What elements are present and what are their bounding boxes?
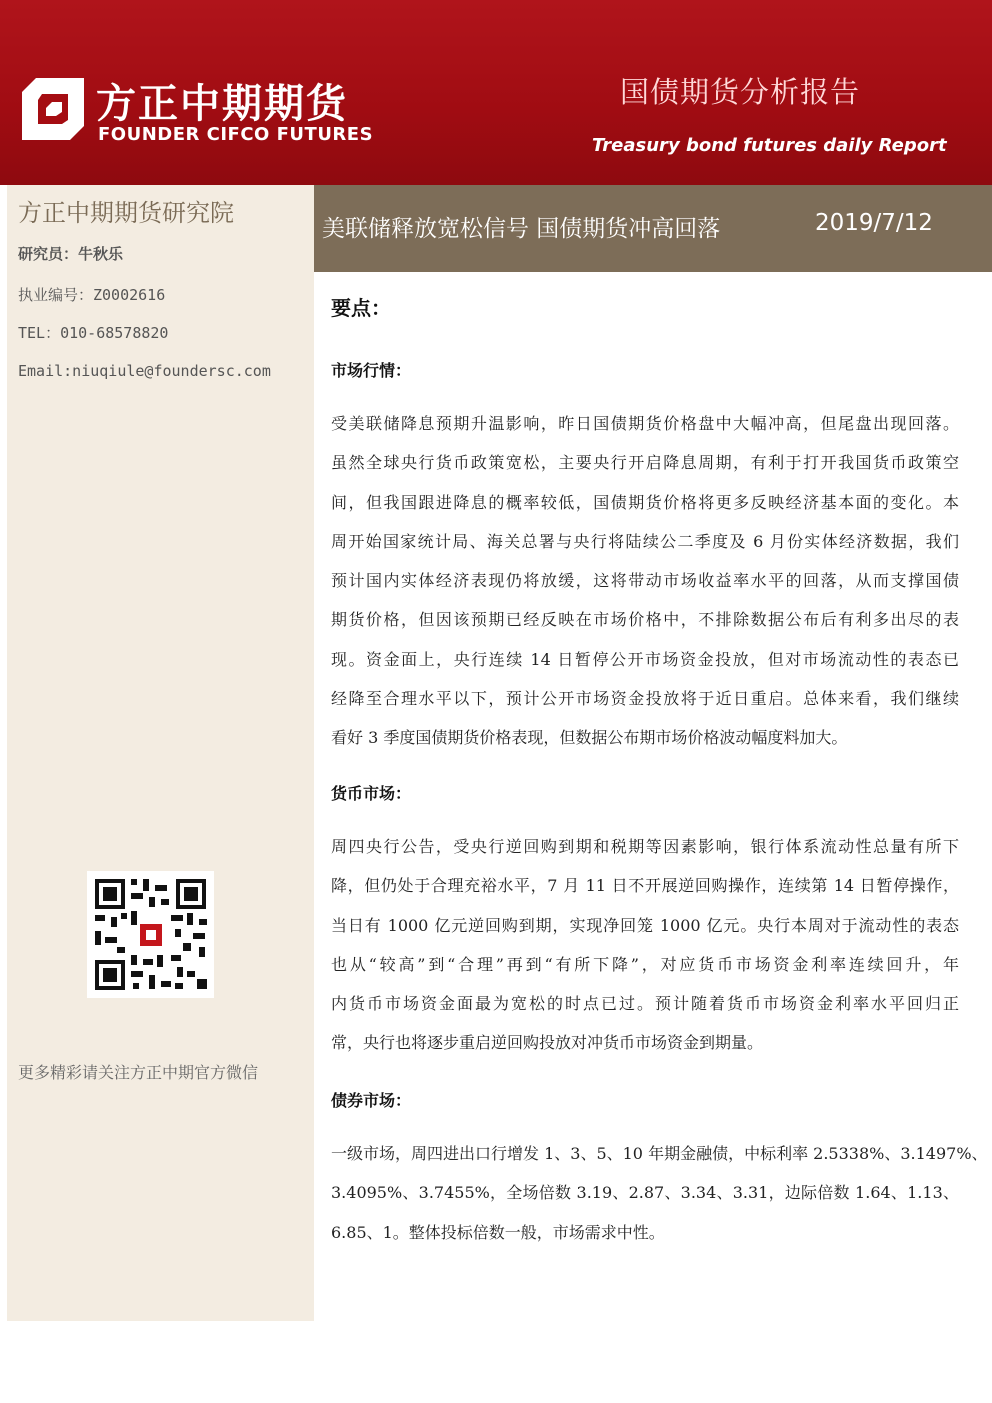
text-line: 现。资金面上，央行连续 14 日暂停公开市场资金投放，但对市场流动性的表态已 bbox=[331, 649, 959, 669]
section-paragraph-bond-market bbox=[331, 1134, 988, 1252]
text-line: 周开始国家统计局、海关总署与央行将陆续公二季度及 6 月份实体经济数据，我们 bbox=[331, 531, 959, 551]
brand-name-en: FOUNDER CIFCO FUTURES bbox=[98, 124, 374, 145]
license-number: 执业编号：Z0002616 bbox=[18, 286, 166, 304]
report-title: 美联储释放宽松信号 国债期货冲高回落 bbox=[322, 216, 721, 242]
text-line: 降，但仍处于合理充裕水平，7 月 11 日不开展逆回购操作，连续第 14 日暂停操作， bbox=[331, 876, 959, 896]
report-date: 2019/7/12 bbox=[815, 210, 933, 236]
founder-logo-icon bbox=[22, 78, 84, 140]
brand-name-cn: 方正中期期货 bbox=[96, 81, 348, 127]
section-paragraph-market bbox=[331, 404, 959, 758]
text-line: 3.4095%、3.7455%，全场倍数 3.19、2.87、3.34、3.31，边际倍数 1.64、1.13、 bbox=[331, 1183, 959, 1203]
section-paragraph-money-market bbox=[331, 827, 959, 1063]
report-type-en: Treasury bond futures daily Report bbox=[592, 135, 947, 156]
email-link[interactable]: Email:niuqiule@foundersc.com bbox=[18, 362, 271, 380]
report-type-cn: 国债期货分析报告 bbox=[620, 75, 861, 109]
text-line: 预计国内实体经济表现仍将放缓，这将带动市场收益率水平的回落，从而支撑国债 bbox=[331, 571, 959, 591]
text-line: 常，央行也将逐步重启逆回购投放对冲货币市场资金到期量。 bbox=[331, 1033, 764, 1053]
sidebar bbox=[7, 185, 314, 1321]
telephone: TEL：010-68578820 bbox=[18, 324, 169, 342]
text-line: 期货价格，但因该预期已经反映在市场价格中，不排除数据公布后有利多出尽的表 bbox=[331, 610, 959, 630]
text-line: 看好 3 季度国债期货价格表现，但数据公布期市场价格波动幅度料加大。 bbox=[331, 728, 848, 748]
text-line: 经降至合理水平以下，预计公开市场资金投放将于近日重启。总体来看，我们继续 bbox=[331, 689, 959, 709]
text-line: 虽然全球央行货币政策宽松，主要央行开启降息周期，有利于打开我国货币政策空 bbox=[331, 453, 959, 473]
text-line: 也从“较高”到“合理”再到“有所下降”，对应货币市场资金利率连续回升，年 bbox=[331, 954, 959, 974]
keypoints-heading: 要点： bbox=[331, 296, 391, 320]
text-line: 间，但我国跟进降息的概率较低，国债期货价格将更多反映经济基本面的变化。本 bbox=[331, 492, 959, 512]
section-heading-bond-market: 债券市场： bbox=[331, 1091, 412, 1110]
qr-caption: 更多精彩请关注方正中期官方微信 bbox=[18, 1063, 259, 1082]
wechat-qr-code-icon[interactable] bbox=[87, 871, 214, 998]
section-heading-money-market: 货币市场： bbox=[331, 784, 412, 803]
text-line: 周四央行公告，受央行逆回购到期和税期等因素影响，银行体系流动性总量有所下 bbox=[331, 837, 959, 856]
section-heading-market: 市场行情： bbox=[331, 361, 412, 380]
text-line: 一级市场，周四进出口行增发 1、3、5、10 年期金融债，中标利率 2.5338%、3.1497%、 bbox=[331, 1144, 988, 1163]
text-line: 内货币市场资金面最为宽松的时点已过。预计随着货币市场资金利率水平回归正 bbox=[331, 994, 959, 1014]
analyst-name: 研究员：牛秋乐 bbox=[18, 245, 124, 263]
text-line: 受美联储降息预期升温影响，昨日国债期货价格盘中大幅冲高，但尾盘出现回落。 bbox=[331, 414, 959, 433]
institute-name: 方正中期期货研究院 bbox=[18, 199, 234, 227]
text-line: 6.85、1。整体投标倍数一般，市场需求中性。 bbox=[331, 1222, 665, 1242]
text-line: 当日有 1000 亿元逆回购到期，实现净回笼 1000 亿元。央行本周对于流动性的表态 bbox=[331, 915, 959, 935]
